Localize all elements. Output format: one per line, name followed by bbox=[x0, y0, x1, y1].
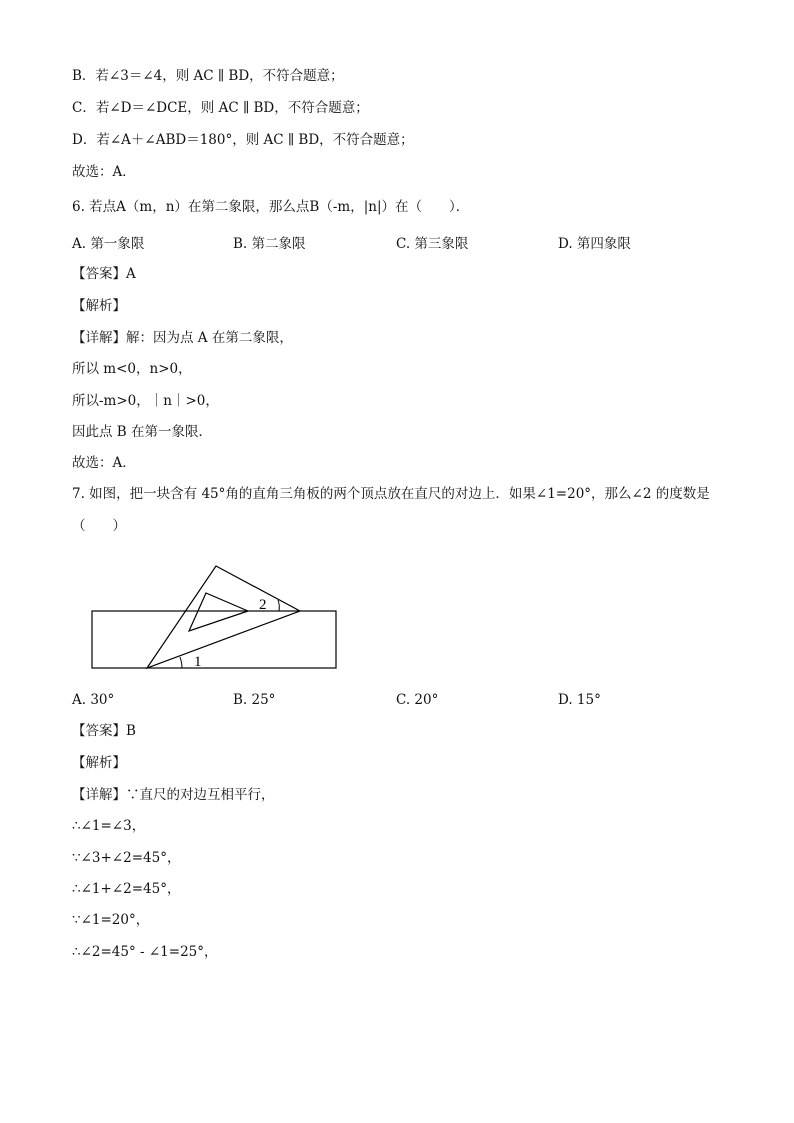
prev-option-c-text: C．若∠D＝∠DCE，则 AC ∥ BD，不符合题意； bbox=[72, 100, 369, 116]
angle-2-arc bbox=[278, 600, 279, 611]
angle-2-label: 2 bbox=[259, 597, 267, 613]
q6-stem: 6. 若点A（m，n）在第二象限，那么点B（-m，|n|）在（ ）． bbox=[72, 199, 470, 215]
prev-option-d-text: D．若∠A＋∠ABD＝180°，则 AC ∥ BD，不符合题意； bbox=[72, 132, 414, 148]
q7-detail-line-5: ∵∠1=20°， bbox=[72, 912, 150, 928]
angle-1-arc bbox=[180, 657, 182, 668]
q7-detail-line-4: ∴∠1+∠2=45°， bbox=[72, 881, 181, 897]
q6-option-d: D. 第四象限 bbox=[558, 236, 631, 252]
q7-detail-line-1: 【详解】∵直尺的对边互相平行， bbox=[72, 787, 275, 803]
q7-detail-line-3: ∵∠3+∠2=45°， bbox=[72, 850, 181, 866]
q7-detail-line-6: ∴∠2=45° - ∠1=25°， bbox=[72, 944, 218, 960]
q7-answer-value: B bbox=[126, 723, 136, 739]
q7-option-b: B. 25° bbox=[233, 692, 276, 708]
ruler-rectangle bbox=[92, 611, 336, 668]
q6-detail-tag: 【详解】 bbox=[72, 330, 126, 346]
q7-stem-line-1: 7. 如图，把一块含有 45°角的直角三角板的两个顶点放在直尺的对边上．如果∠1=20°，那么∠2 的度数是 bbox=[72, 486, 710, 502]
q6-detail-line-1: 【详解】解：因为点 A 在第二象限， bbox=[72, 330, 293, 346]
q7-answer bbox=[72, 722, 136, 740]
q6-detail-line-5: 故选：A． bbox=[72, 455, 136, 471]
q6-answer-tag: 【答案】 bbox=[72, 266, 126, 282]
q6-detail-line-2: 所以 m<0，n>0， bbox=[72, 361, 192, 377]
prev-choice-text: 故选：A． bbox=[72, 164, 136, 180]
q7-figure bbox=[88, 558, 340, 672]
q6-detail-line-4: 因此点 B 在第一象限． bbox=[72, 424, 213, 440]
q6-answer-value: A bbox=[126, 266, 136, 282]
q6-analysis-tag: 【解析】 bbox=[72, 298, 126, 314]
q7-answer-tag: 【答案】 bbox=[72, 723, 126, 739]
q7-stem-line-2: （ ） bbox=[72, 518, 126, 534]
q7-analysis-tag: 【解析】 bbox=[72, 755, 126, 771]
q6-option-c: C. 第三象限 bbox=[396, 236, 469, 252]
q6-option-b: B. 第二象限 bbox=[233, 236, 306, 252]
q6-answer bbox=[72, 265, 136, 283]
q7-option-a: A. 30° bbox=[72, 692, 115, 708]
q7-option-d: D. 15° bbox=[558, 692, 601, 708]
triangle-outer bbox=[147, 566, 300, 668]
q7-detail-tag: 【详解】 bbox=[72, 787, 126, 803]
angle-1-label: 1 bbox=[194, 654, 202, 670]
q6-detail-line-3: 所以-m>0，｜n｜>0， bbox=[72, 393, 219, 409]
q7-detail-line-2: ∴∠1=∠3， bbox=[72, 818, 146, 834]
triangle-inner bbox=[189, 593, 248, 631]
q6-option-a: A. 第一象限 bbox=[72, 236, 145, 252]
q7-option-c: C. 20° bbox=[396, 692, 439, 708]
prev-option-b-text: B．若∠3＝∠4，则 AC ∥ BD，不符合题意； bbox=[72, 68, 344, 84]
